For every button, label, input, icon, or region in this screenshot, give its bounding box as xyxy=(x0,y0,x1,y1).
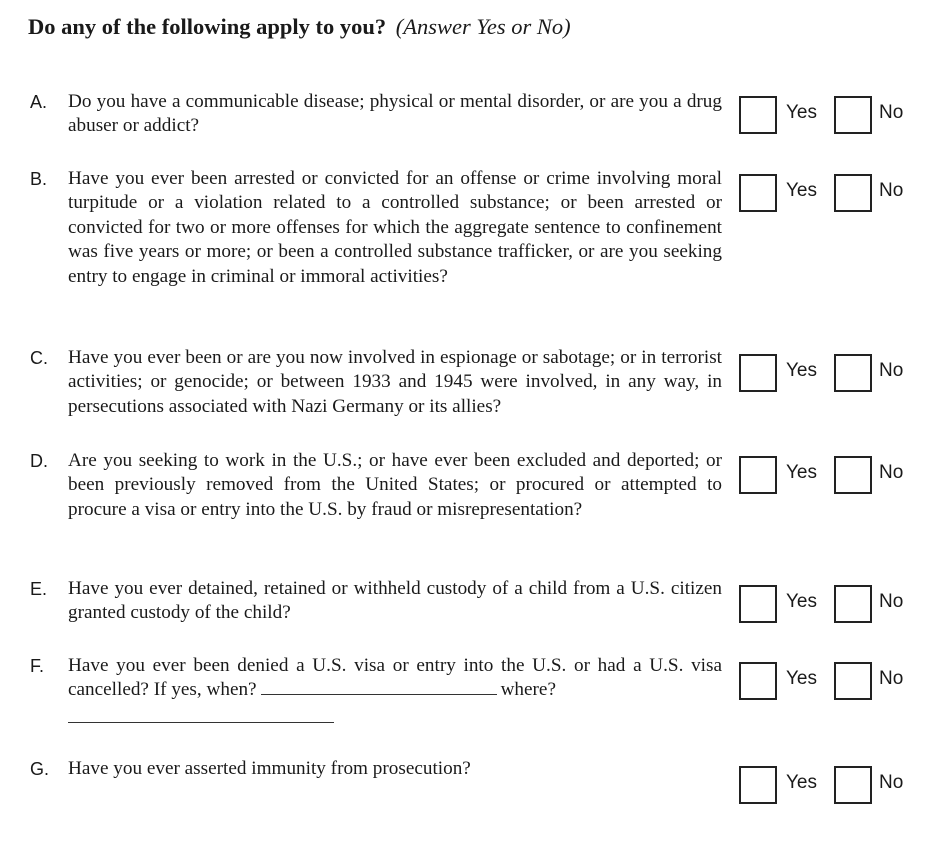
no-label: No xyxy=(879,591,904,612)
no-checkbox[interactable] xyxy=(834,96,872,134)
yes-label: Yes xyxy=(786,668,817,689)
no-checkbox[interactable] xyxy=(834,174,872,212)
yes-checkbox[interactable] xyxy=(739,354,777,392)
question-letter: D. xyxy=(30,451,48,471)
question-text xyxy=(68,654,722,703)
yes-checkbox[interactable] xyxy=(739,585,777,623)
question-letter: G. xyxy=(30,759,50,779)
question-text-after: where? xyxy=(500,679,556,701)
question-text-before: Have you ever been denied a U.S. visa or entry into the U.S. or had a U.S. visa cancelled? If yes, when? xyxy=(68,655,722,701)
no-label: No xyxy=(879,360,904,381)
answer-g xyxy=(739,766,924,804)
yes-label: Yes xyxy=(786,102,817,123)
heading-hint: (Answer Yes or No) xyxy=(395,14,571,39)
question-text: Do you have a communicable disease; physical or mental disorder, or are you a drug abuser or addict? xyxy=(68,91,722,137)
answer-a xyxy=(739,96,924,134)
question-letter: A. xyxy=(30,92,48,112)
no-checkbox[interactable] xyxy=(834,662,872,700)
answer-d xyxy=(739,456,924,494)
question-letter: C. xyxy=(30,348,48,368)
answer-b xyxy=(739,174,924,212)
question-text: Have you ever been arrested or convicted for an offense or crime involving moral turpitude or a violation related to a controlled substance; or been arrested or convicted for two or more offenses for which the aggregate sentence to confinement was five years or more; or been a controlled substance trafficker, or are you seeking entry to engage in criminal or immoral activities? xyxy=(68,168,722,287)
yes-label: Yes xyxy=(786,180,817,201)
question-text: Have you ever asserted immunity from prosecution? xyxy=(68,758,471,779)
no-label: No xyxy=(879,180,904,201)
yes-checkbox[interactable] xyxy=(739,174,777,212)
answer-e xyxy=(739,585,924,623)
answer-c xyxy=(739,354,924,392)
heading-main: Do any of the following apply to you? xyxy=(28,14,387,39)
no-label: No xyxy=(879,668,904,689)
yes-label: Yes xyxy=(786,462,817,483)
question-text: Have you ever detained, retained or withheld custody of a child from a U.S. citizen granted custody of the child? xyxy=(68,578,722,624)
no-checkbox[interactable] xyxy=(834,456,872,494)
yes-checkbox[interactable] xyxy=(739,662,777,700)
yes-label: Yes xyxy=(786,360,817,381)
no-checkbox[interactable] xyxy=(834,354,872,392)
form-heading xyxy=(28,14,571,40)
when-blank[interactable] xyxy=(261,678,497,695)
yes-checkbox[interactable] xyxy=(739,456,777,494)
no-label: No xyxy=(879,772,904,793)
answer-f xyxy=(739,662,924,700)
question-letter: E. xyxy=(30,579,48,599)
question-text: Are you seeking to work in the U.S.; or have ever been excluded and deported; or been previously removed from the United States; or procured or attempted to procure a visa or entry into the U.S. by fraud or misrepresentation? xyxy=(68,450,722,520)
question-letter: B. xyxy=(30,169,48,189)
yes-checkbox[interactable] xyxy=(739,766,777,804)
no-label: No xyxy=(879,462,904,483)
yes-checkbox[interactable] xyxy=(739,96,777,134)
where-blank[interactable] xyxy=(68,722,334,723)
question-text: Have you ever been or are you now involved in espionage or sabotage; or in terrorist activities; or genocide; or between 1933 and 1945 were involved, in any way, in persecutions associated with Nazi Germany or its allies? xyxy=(68,347,722,417)
yes-label: Yes xyxy=(786,591,817,612)
no-checkbox[interactable] xyxy=(834,766,872,804)
question-letter: F. xyxy=(30,656,45,676)
yes-label: Yes xyxy=(786,772,817,793)
no-label: No xyxy=(879,102,904,123)
no-checkbox[interactable] xyxy=(834,585,872,623)
